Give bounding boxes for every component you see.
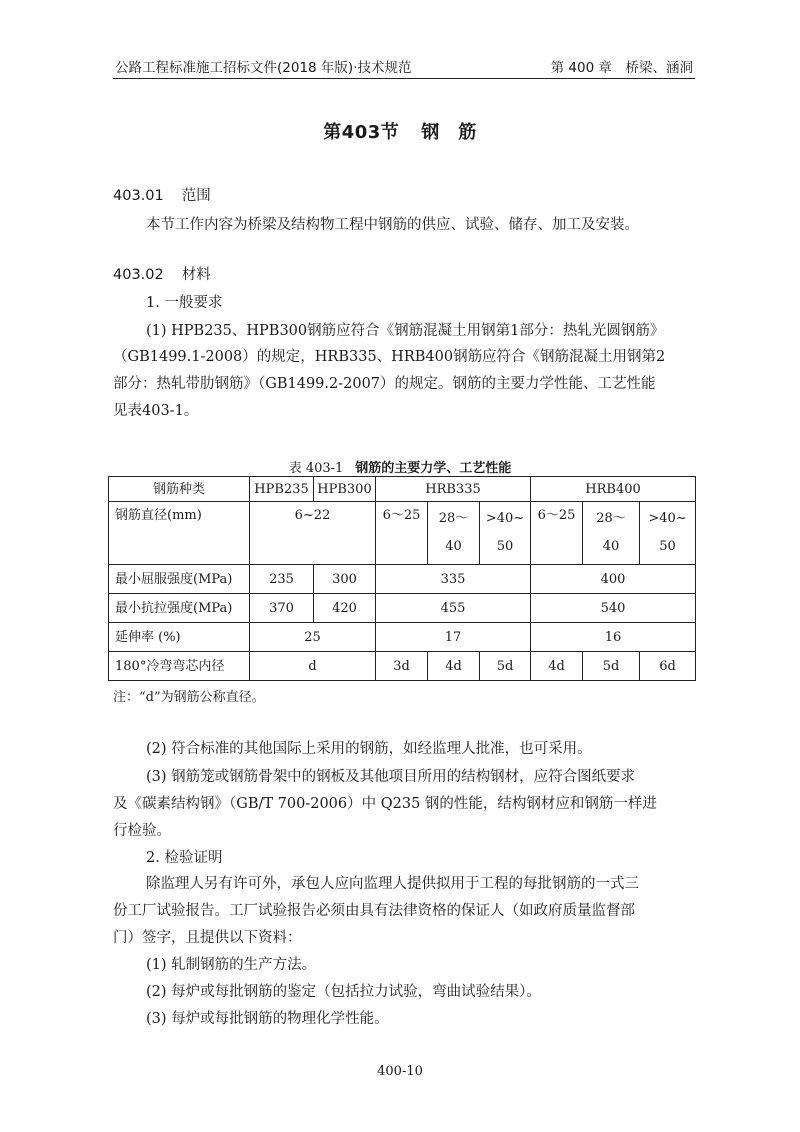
table-row xyxy=(109,594,696,623)
bend-hpb: d xyxy=(250,652,376,681)
yield-hrb400: 400 xyxy=(531,565,696,594)
heading-title: 范围 xyxy=(181,188,211,204)
tensile-hpb300: 420 xyxy=(314,594,376,623)
para-2: (2) 符合标准的其他国际上采用的钢筋，如经监理人批准，也可采用。 xyxy=(146,741,592,757)
yield-hpb235: 235 xyxy=(250,565,314,594)
elongation-hrb400: 16 xyxy=(531,623,696,652)
col-hpb300: HPB300 xyxy=(314,477,376,502)
diameter-bottom: 50 xyxy=(496,539,514,554)
diameter-bottom: 50 xyxy=(659,539,676,554)
para-1-line-1: (1) HPB235、HPB300钢筋应符合《钢筋混凝土用钢第1部分：热轧光圆钢筋》 xyxy=(146,323,665,339)
diameter-top: 28～ xyxy=(438,511,469,526)
para-1-line-4: 见表403-1。 xyxy=(113,403,199,419)
table-row xyxy=(109,502,696,565)
para-4-line-1: 除监理人另有许可外，承包人应向监理人提供拟用于工程的每批钢筋的一式三 xyxy=(146,876,639,892)
header-chapter: 第 400 章 桥梁、涵洞 xyxy=(550,60,693,76)
elongation-hrb335: 17 xyxy=(376,623,531,652)
heading-403-02 xyxy=(113,263,211,284)
hrb400-diameter-1: 6～25 xyxy=(531,502,583,565)
diameter-top: 28～ xyxy=(596,511,626,526)
header-document-title: 公路工程标准施工招标文件(2018 年版)·技术规范 xyxy=(115,60,412,76)
heading-403-01 xyxy=(113,184,211,205)
col-hpb235: HPB235 xyxy=(250,477,314,502)
tensile-hpb235: 370 xyxy=(250,594,314,623)
para-1-line-3: 部分：热轧带肋钢筋》（GB1499.2-2007）的规定。钢筋的主要力学性能、工艺性能 xyxy=(113,376,656,392)
yield-hrb335: 335 xyxy=(376,565,531,594)
bend-hrb400-3: 6d xyxy=(640,652,696,681)
table-row xyxy=(109,623,696,652)
bend-hrb335-1: 3d xyxy=(376,652,428,681)
para-4-line-3: 门）签字，且提供以下资料： xyxy=(113,930,302,946)
tensile-strength-label: 最小抗拉强度(MPa) xyxy=(109,594,250,623)
hrb335-diameter-2 xyxy=(428,502,480,565)
hrb400-diameter-3 xyxy=(640,502,696,565)
bend-hrb335-3: 5d xyxy=(480,652,531,681)
para-4-line-2: 份工厂试验报告。工厂试验报告必须由具有法律资格的保证人（如政府质量监督部 xyxy=(113,903,635,919)
diameter-bottom: 40 xyxy=(445,539,462,554)
bend-hrb400-2: 5d xyxy=(583,652,640,681)
section-title xyxy=(0,118,800,144)
hrb335-diameter-1: 6～25 xyxy=(376,502,428,565)
rebar-type-label: 钢筋种类 xyxy=(109,477,250,502)
list-item: (1) 轧制钢筋的生产方法。 xyxy=(146,957,317,973)
list-item: (2) 每炉或每批钢筋的鉴定（包括拉力试验，弯曲试验结果）。 xyxy=(146,984,541,1000)
table-caption-title: 钢筋的主要力学、工艺性能 xyxy=(355,461,512,476)
table-row xyxy=(109,477,696,502)
col-hrb400: HRB400 xyxy=(531,477,696,502)
tensile-hrb400: 540 xyxy=(531,594,696,623)
tensile-hrb335: 455 xyxy=(376,594,531,623)
list-item: (3) 每炉或每批钢筋的物理化学性能。 xyxy=(146,1011,389,1027)
section-name: 钢 筋 xyxy=(421,122,477,143)
table-caption xyxy=(0,457,800,476)
hrb400-diameter-2 xyxy=(583,502,640,565)
bend-hrb400-1: 4d xyxy=(531,652,583,681)
yield-strength-label: 最小屈服强度(MPa) xyxy=(109,565,250,594)
table-row xyxy=(109,565,696,594)
para-1-line-2: （GB1499.1-2008）的规定，HRB335、HRB400钢筋应符合《钢筋混凝土用钢第2 xyxy=(113,349,666,365)
heading-number: 403.01 xyxy=(113,188,164,204)
rebar-properties-table xyxy=(108,476,696,681)
diameter-bottom: 40 xyxy=(602,539,620,554)
bend-hrb335-2: 4d xyxy=(428,652,480,681)
para-3-line-1: (3) 钢筋笼或钢筋骨架中的钢板及其他项目所用的结构钢材，应符合图纸要求 xyxy=(146,769,636,785)
para-3-line-2: 及《碳素结构钢》（GB/T 700-2006）中 Q235 钢的性能，结构钢材应和钢筋一样进 xyxy=(113,796,657,812)
table-caption-number: 表 403-1 xyxy=(288,461,344,476)
para-3-line-3: 行检验。 xyxy=(113,823,171,839)
col-hrb335: HRB335 xyxy=(376,477,531,502)
elongation-label: 延伸率 (%) xyxy=(109,623,250,652)
heading-title: 材料 xyxy=(181,267,211,283)
running-header xyxy=(113,56,695,79)
hrb335-diameter-3 xyxy=(480,502,531,565)
bend-diameter-label: 180°冷弯弯芯内径 xyxy=(109,652,250,681)
item-general-requirements: 1. 一般要求 xyxy=(146,295,223,311)
section-number: 第403节 xyxy=(323,122,400,143)
page-number: 400-10 xyxy=(377,1064,423,1079)
diameter-top: >40~ xyxy=(485,511,525,526)
table-row xyxy=(109,652,696,681)
elongation-hpb: 25 xyxy=(250,623,376,652)
hpb-diameter: 6~22 xyxy=(250,502,376,565)
table-note: 注：“d”为钢筋公称直径。 xyxy=(113,690,265,705)
diameter-label: 钢筋直径(mm) xyxy=(109,502,250,565)
item-inspection-certificate: 2. 检验证明 xyxy=(146,850,223,866)
heading-number: 403.02 xyxy=(113,267,164,283)
diameter-top: >40~ xyxy=(648,511,687,526)
yield-hpb300: 300 xyxy=(314,565,376,594)
scope-paragraph: 本节工作内容为桥梁及结构物工程中钢筋的供应、试验、储存、加工及安装。 xyxy=(146,217,639,233)
